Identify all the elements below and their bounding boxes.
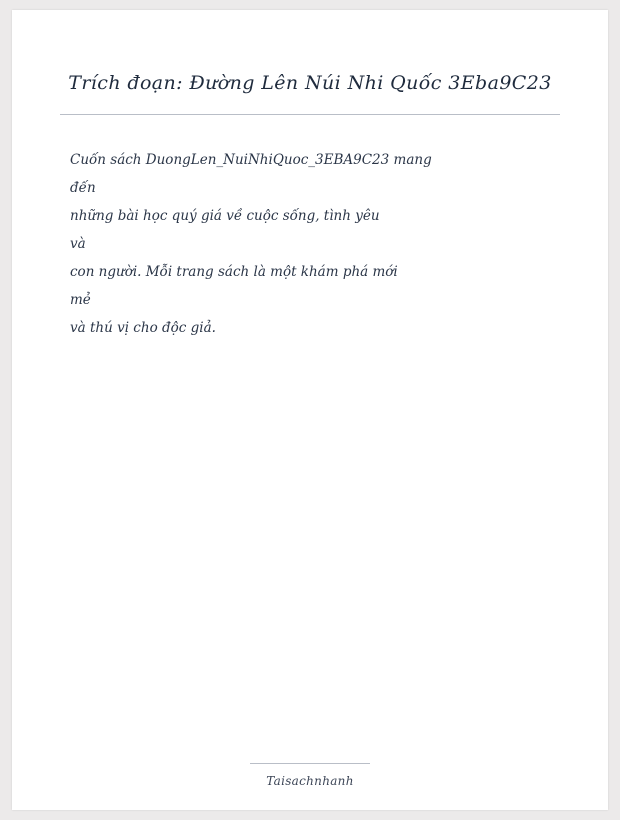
document-page bbox=[12, 10, 608, 810]
body-line: và bbox=[70, 236, 86, 252]
footer-text: Taisachnhanh bbox=[266, 774, 354, 788]
body-line: đến bbox=[70, 180, 96, 196]
footer-divider bbox=[250, 763, 370, 764]
title-divider bbox=[60, 114, 560, 115]
body-line: con người. Mỗi trang sách là một khám phá mới bbox=[70, 264, 398, 280]
page-footer bbox=[12, 763, 608, 788]
body-line: mẻ bbox=[70, 292, 91, 308]
body-line: và thú vị cho độc giả. bbox=[70, 320, 216, 336]
body-line: Cuốn sách DuongLen_NuiNhiQuoc_3EBA9C23 mang bbox=[70, 152, 432, 168]
body-line: những bài học quý giá về cuộc sống, tình yêu bbox=[70, 208, 380, 224]
page-title: Trích đoạn: Đường Lên Núi Nhi Quốc 3Eba9C23 bbox=[68, 72, 552, 94]
document-body bbox=[70, 146, 550, 342]
